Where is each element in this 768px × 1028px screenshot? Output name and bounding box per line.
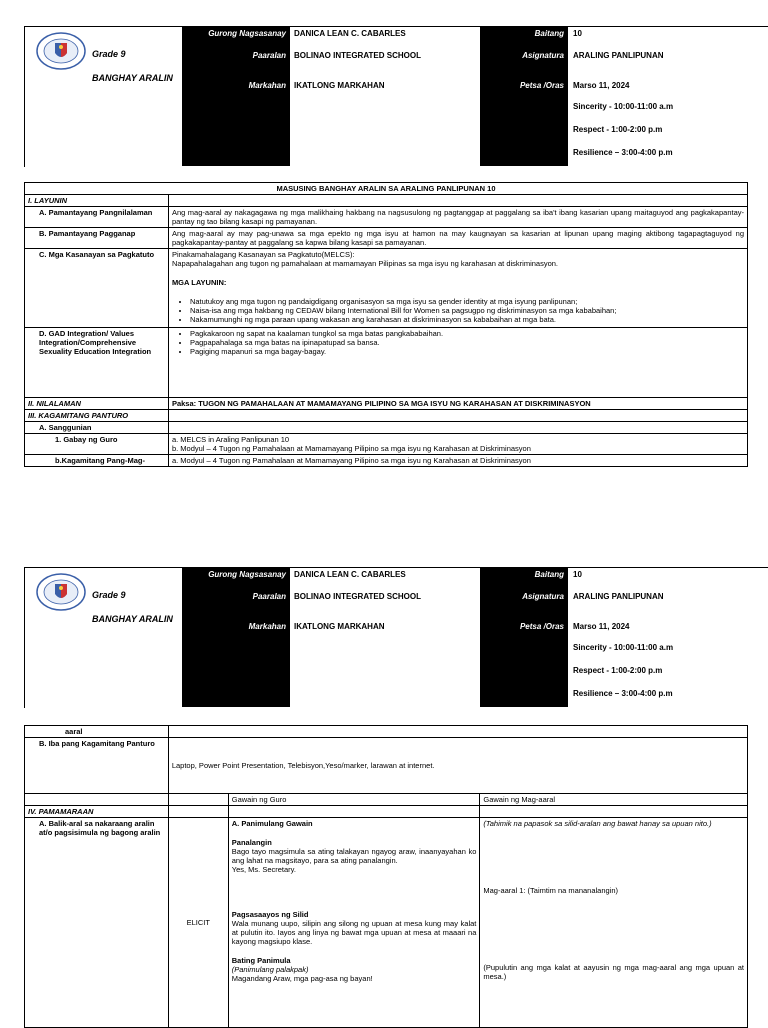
paaralan-value: BOLINAO INTEGRATED SCHOOL <box>294 592 421 601</box>
pagsasaayos-text: Wala munang uupo, silipin ang silong ng upuan at mesa kung may kalat at pulutin ito. Iayos ang linya ng bawat mga upuan at mesa at maaari na kayong magsiupo klase. <box>231 919 477 946</box>
gawain-guro-cell <box>228 818 480 1028</box>
paksa-text: Paksa: TUGON NG PAMAHALAAN AT MAMAMAYANG PILIPINO SA MGA ISYU NG KARAHASAN AT DISKRIMINASYON <box>168 398 747 410</box>
baitang-label: Baitang <box>534 29 564 38</box>
kagamitang-mag-aaral-text: a. Modyul – 4 Tugon ng Pamahalaan at Mamamayang Pilipino sa mga isyu ng Karahasan at Diskriminasyon <box>168 455 747 467</box>
schedule-1: Sincerity - 10:00-11:00 a.m <box>573 102 674 111</box>
banghay-label: BANGHAY ARALIN <box>92 73 173 83</box>
label-column-right <box>480 567 568 707</box>
layunin-item: • Natutukoy ang mga tugon ng pandaigdigang organisasyon sa mga isyu sa gender identity at mga isyung panlipunan; <box>190 297 744 306</box>
asignatura-value: ARALING PANLIPUNAN <box>573 51 664 60</box>
petsa-label: Petsa /Oras <box>519 81 564 90</box>
section-pamamaraan: IV. PAMAMARAAN <box>25 806 169 818</box>
gabay-item: b. Modyul – 4 Tugon ng Pamahalaan at Mamamayang Pilipino sa mga isyu ng Karahasan at Diskriminasyon <box>171 444 531 453</box>
markahan-value: IKATLONG MARKAHAN <box>294 622 385 631</box>
melcs-text: Napapahalagahan ang tugon ng pamahalaan at mamamayan Pilipinas sa mga isyu ng karahasan at diskriminasyon. <box>171 259 559 268</box>
markahan-label: Markahan <box>248 622 286 631</box>
asignatura-value: ARALING PANLIPUNAN <box>573 592 664 601</box>
label-column-left <box>182 26 290 166</box>
asignatura-label: Asignatura <box>522 51 564 60</box>
elicit-label: ELICIT <box>168 818 228 1028</box>
gabay-guro-cell <box>168 434 747 455</box>
panimulang-gawain-heading: A. Panimulang Gawain <box>231 819 313 828</box>
schedule-3: Resilience – 3:00-4:00 p.m <box>573 689 673 698</box>
pagsasaayos-heading: Pagsasaayos ng Silid <box>231 910 309 919</box>
deped-seal-icon <box>31 572 91 612</box>
sanggunian-label: A. Sanggunian <box>25 422 169 434</box>
gad-cell <box>168 328 747 398</box>
gabay-guro-label: 1. Gabay ng Guro <box>25 434 169 455</box>
logo-cell <box>24 567 183 708</box>
grade-label: Grade 9 <box>92 49 126 59</box>
guro-value: DANICA LEAN C. CABARLES <box>294 29 406 38</box>
header-page2 <box>24 567 768 707</box>
banghay-label: BANGHAY ARALIN <box>92 614 173 624</box>
mga-layunin-heading: MGA LAYUNIN: <box>171 278 227 287</box>
header-page1 <box>24 26 768 166</box>
mag-aaral-panalangin: Mag-aaral 1: (Taimtim na mananalangin) <box>483 886 619 895</box>
pamantayang-pagganap-label: B. Pamantayang Pagganap <box>25 228 169 249</box>
markahan-label: Markahan <box>248 81 286 90</box>
gabay-item: a. MELCS in Araling Panlipunan 10 <box>171 435 290 444</box>
gad-integration-label: D. GAD Integration/ Values Integration/Comprehensive Sexuality Education Integration <box>25 328 169 398</box>
magandang-araw-text: Magandang Araw, mga pag-asa ng bayan! <box>231 974 373 983</box>
yes-secretary-text: Yes, Ms. Secretary. <box>231 865 296 874</box>
divider <box>568 26 768 27</box>
label-column-right <box>480 26 568 166</box>
panimulang-palakpak: (Panimulang palakpak) <box>231 965 309 974</box>
iba-pang-kagamitan-label: B. Iba pang Kagamitang Panturo <box>25 738 169 794</box>
col-gawain-guro: Gawain ng Guro <box>228 794 480 806</box>
iba-pang-kagamitan-text: Laptop, Power Point Presentation, Telebisyon,Yeso/marker, larawan at internet. <box>168 738 747 794</box>
kasanayan-label: C. Mga Kasanayan sa Pagkatuto <box>25 249 169 328</box>
schedule-3: Resilience – 3:00-4:00 p.m <box>573 148 673 157</box>
gawain-mag-aaral-cell <box>480 818 748 1028</box>
aaral-continued: aaral <box>25 726 169 738</box>
section-kagamitang-panturo: III. KAGAMITANG PANTURO <box>25 410 169 422</box>
pamantayang-pangnilalaman-text: Ang mag-aaral ay nakagagawa ng mga malikhaing hakbang na nagsusulong ng pagtanggap at paggalang sa iba't ibang kasarian upang maitaguyod ang pagkakapantay-pantay ng tao bilang kasapi ng pamayanan. <box>168 207 747 228</box>
grade-label: Grade 9 <box>92 590 126 600</box>
lesson-table-page1 <box>24 182 748 467</box>
baitang-value: 10 <box>573 29 582 38</box>
schedule-2: Respect - 1:00-2:00 p.m <box>573 666 663 675</box>
asignatura-label: Asignatura <box>522 592 564 601</box>
guro-label: Gurong Nagsasanay <box>208 570 286 579</box>
baitang-label: Baitang <box>534 570 564 579</box>
lesson-title: MASUSING BANGHAY ARALIN SA ARALING PANLIPUNAN 10 <box>25 183 748 195</box>
schedule-1: Sincerity - 10:00-11:00 a.m <box>573 643 674 652</box>
guro-label: Gurong Nagsasanay <box>208 29 286 38</box>
mag-aaral-pagsasaayos: (Pupulutin ang mga kalat at aayusin ng mga mag-aaral ang mga upuan at mesa.) <box>483 963 744 981</box>
petsa-value: Marso 11, 2024 <box>573 622 630 631</box>
pamantayang-pagganap-text: Ang mag-aaral ay may pag-unawa sa mga epekto ng mga isyu at hamon na may kaugnayan sa kasarian at lipunan upang maging aktibong tagapagtaguyod ng pagkakapantay-pantay at paggalang sa kapwa bilang kasapi sa pamayanan. <box>168 228 747 249</box>
guro-value: DANICA LEAN C. CABARLES <box>294 570 406 579</box>
paaralan-value: BOLINAO INTEGRATED SCHOOL <box>294 51 421 60</box>
divider <box>568 567 768 568</box>
divider <box>290 567 480 568</box>
col-gawain-mag-aaral: Gawain ng Mag-aaral <box>480 794 748 806</box>
balik-aral-label: A. Balik-aral sa nakaraang aralin at/o pagsisimula ng bagong aralin <box>25 818 169 1028</box>
paaralan-label: Paaralan <box>252 592 286 601</box>
layunin-item: • Naisa-isa ang mga hakbang ng CEDAW bilang International Bill for Women sa pagsugpo ng diskriminasyon sa mga kababaihan; <box>190 306 744 315</box>
paaralan-label: Paaralan <box>252 51 286 60</box>
schedule-2: Respect - 1:00-2:00 p.m <box>573 125 663 134</box>
logo-cell <box>24 26 183 167</box>
mag-aaral-instruction: (Tahimik na papasok sa silid-aralan ang bawat hanay sa upuan nito.) <box>483 819 712 828</box>
pamantayang-pangnilalaman-label: A. Pamantayang Pangnilalaman <box>25 207 169 228</box>
baitang-value: 10 <box>573 570 582 579</box>
petsa-value: Marso 11, 2024 <box>573 81 630 90</box>
lesson-table-page2 <box>24 725 748 1028</box>
section-nilalaman: II. NILALAMAN <box>25 398 169 410</box>
kasanayan-cell <box>168 249 747 328</box>
deped-seal-icon <box>31 31 91 71</box>
gad-item: • Pagkakaroon ng sapat na kaalaman tungkol sa mga batas pangkababaihan. <box>190 329 744 338</box>
gad-item: • Pagiging mapanuri sa mga bagay-bagay. <box>190 347 744 356</box>
divider <box>290 26 480 27</box>
melcs-heading: Pinakamahalagang Kasanayan sa Pagkatuto(MELCS): <box>171 250 355 259</box>
bating-panimula-heading: Bating Panimula <box>231 956 291 965</box>
panalangin-heading: Panalangin <box>231 838 272 847</box>
section-layunin: I. LAYUNIN <box>25 195 169 207</box>
kagamitang-mag-aaral-label: b.Kagamitang Pang-Mag- <box>25 455 169 467</box>
layunin-item: • Nakamumunghi ng mga paraan upang wakasan ang karahasan at diskriminasyon sa kababaihan at mga bata. <box>190 315 744 324</box>
panalangin-text: Bago tayo magsimula sa ating talakayan ngayog araw, inaanyayahan ko ang lahat na magsitayo, para sa ating panalangin. <box>231 847 477 865</box>
gad-item: • Pagpapahalaga sa mga batas na ipinapatupad sa bansa. <box>190 338 744 347</box>
petsa-label: Petsa /Oras <box>519 622 564 631</box>
markahan-value: IKATLONG MARKAHAN <box>294 81 385 90</box>
label-column-left <box>182 567 290 707</box>
